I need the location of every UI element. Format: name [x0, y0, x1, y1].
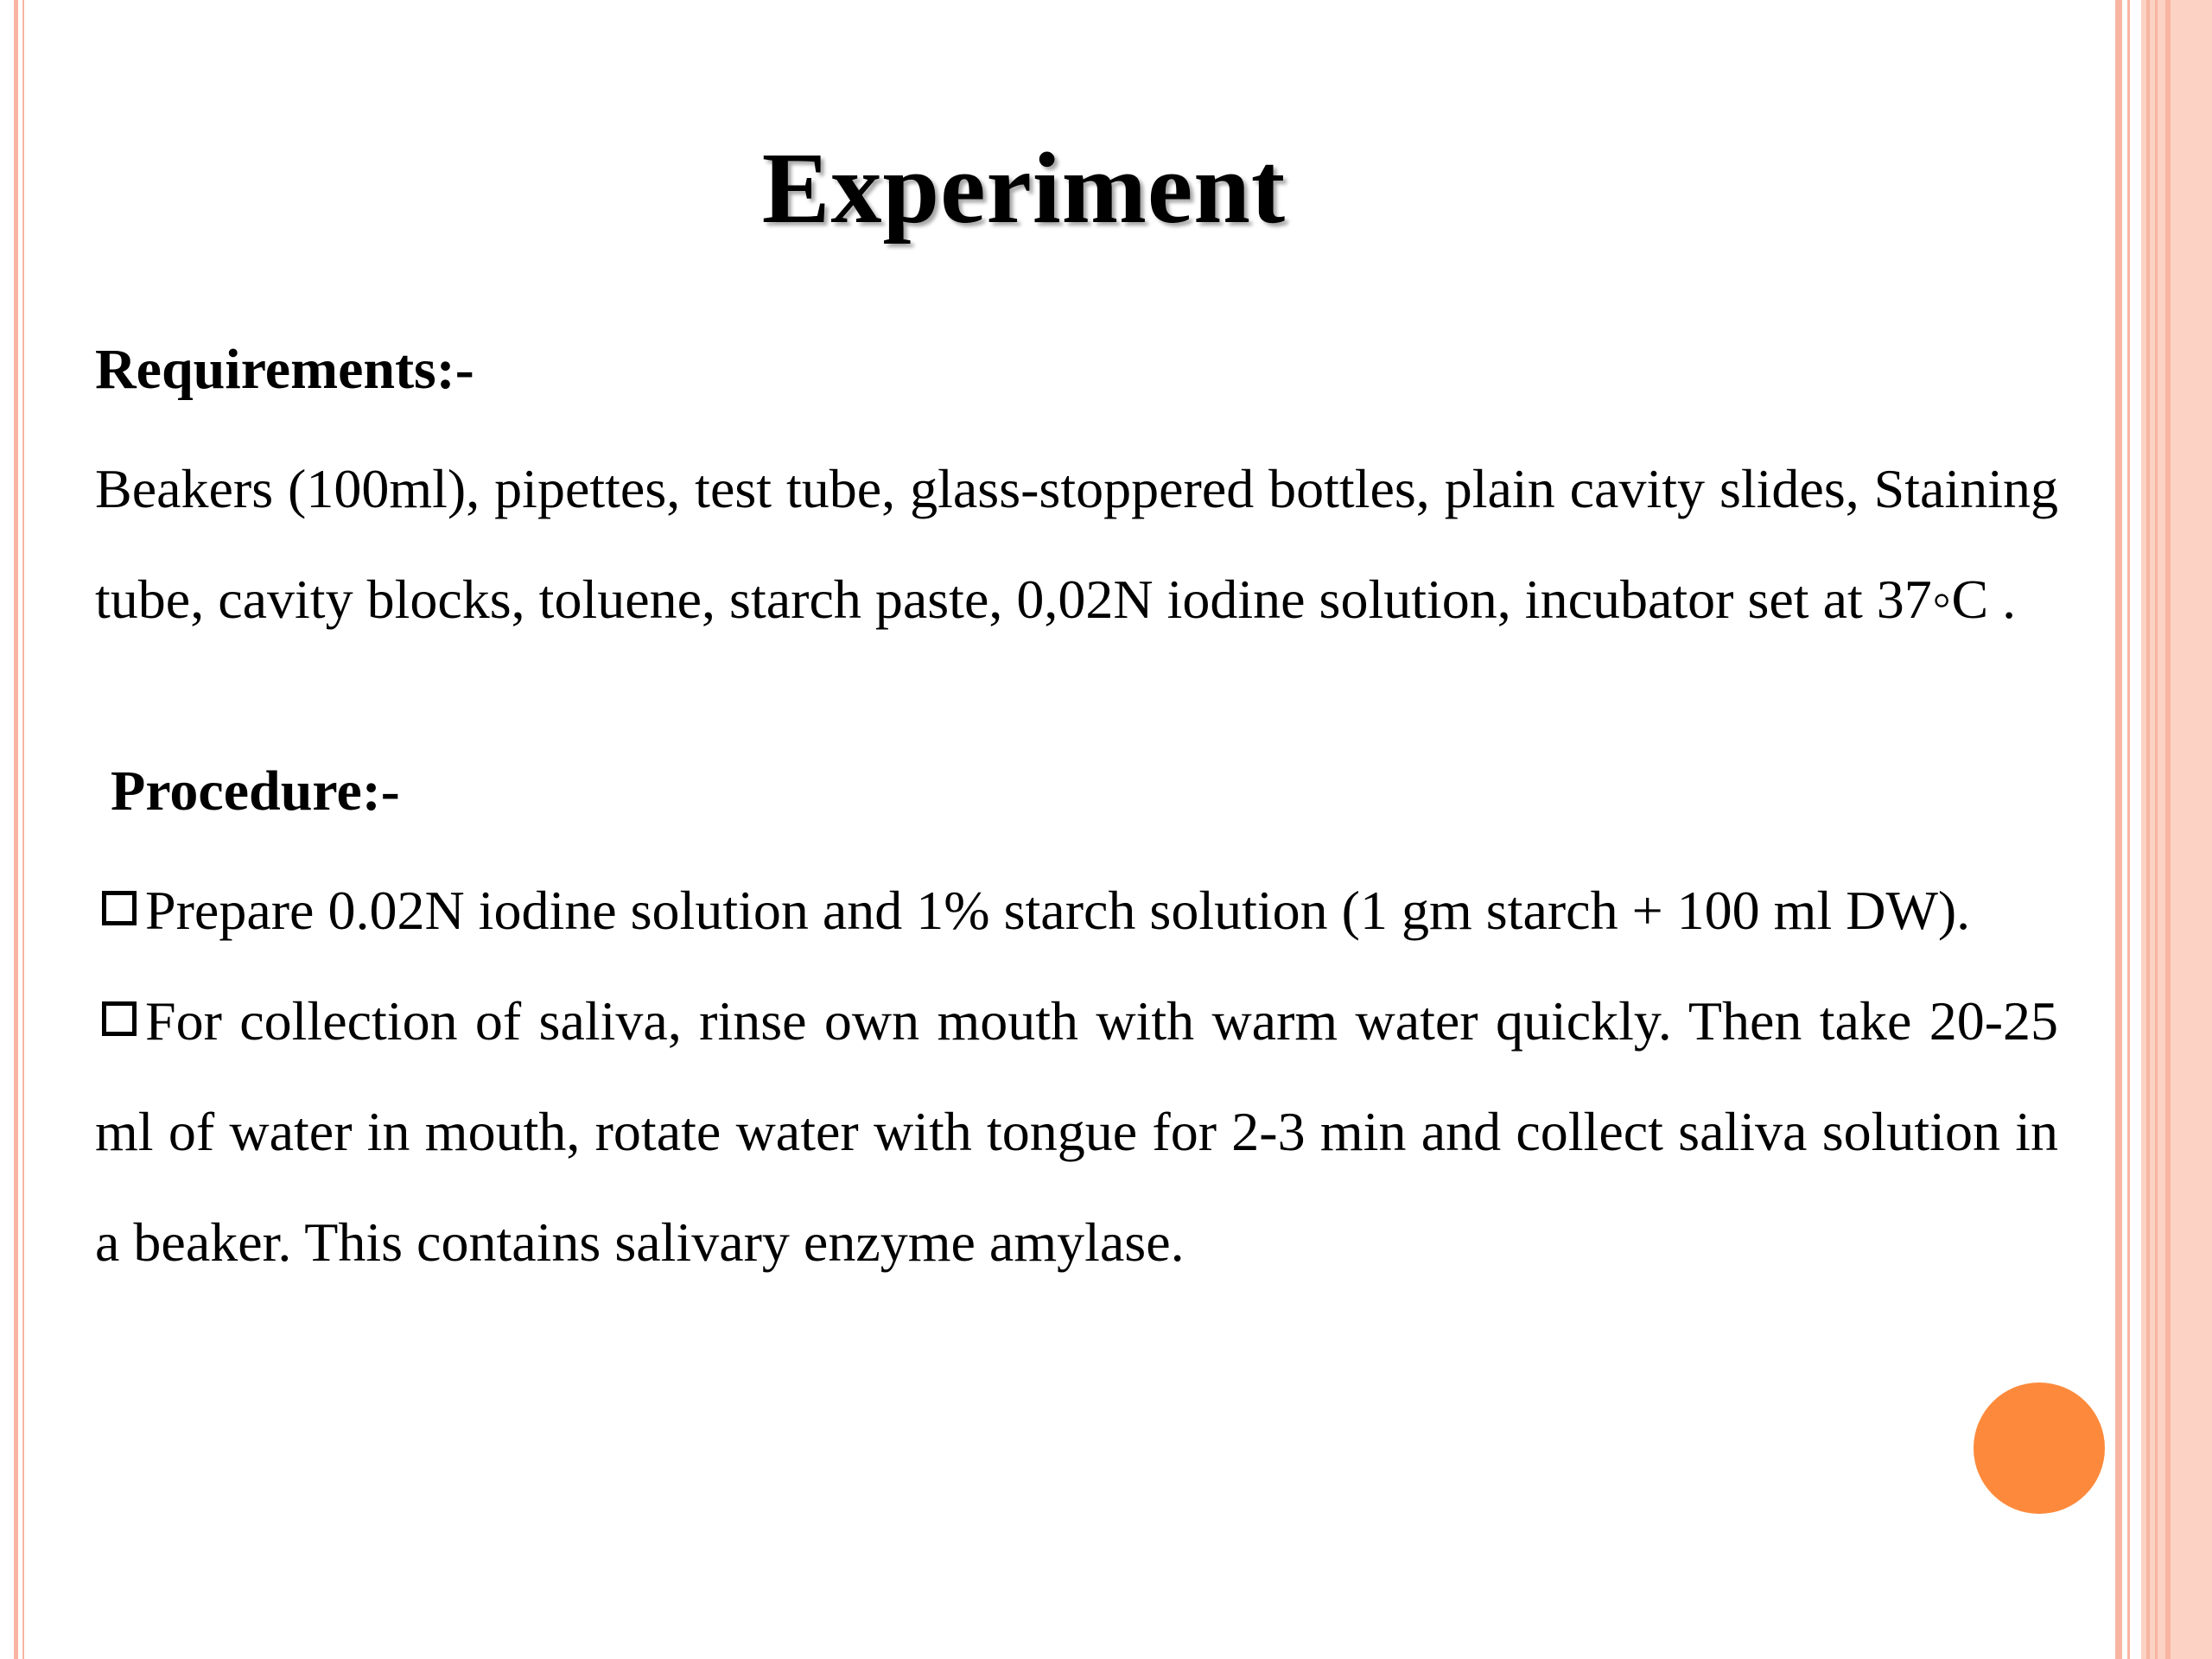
procedure-step-text: Prepare 0.02N iodine solution and 1% starch solution (1 gm starch + 100 ml DW).	[145, 880, 1971, 941]
border-stripe	[2115, 0, 2122, 1659]
slide-body	[95, 330, 2058, 1298]
border-block	[2141, 0, 2212, 1659]
border-stripe	[2146, 0, 2150, 1659]
requirements-text: Beakers (100ml), pipettes, test tube, glass-stoppered bottles, plain cavity slides, Staining tube, cavity blocks, toluene, starch paste, 0,02N iodine solution, incubator set at 37◦C .	[95, 458, 2058, 630]
procedure-heading: Procedure:-	[111, 760, 400, 823]
hollow-square-bullet-icon	[95, 893, 145, 929]
border-stripe	[22, 0, 24, 1659]
border-stripe	[2127, 0, 2130, 1659]
requirements-heading: Requirements:-	[95, 338, 474, 401]
border-stripe	[2165, 0, 2171, 1659]
border-stripe	[14, 0, 18, 1659]
slide-title: Experiment	[761, 131, 1287, 245]
border-stripe	[2155, 0, 2158, 1659]
hollow-square-bullet-icon	[95, 1003, 145, 1039]
procedure-step-2	[95, 966, 2058, 1298]
accent-dot	[1974, 1382, 2105, 1514]
procedure-step-1	[95, 855, 2058, 966]
procedure-step-text: For collection of saliva, rinse own mouth with warm water quickly. Then take 20-25 ml of water in mouth, rotate water with tongue for 2-3 min and collect saliva solution in a beaker. This contains salivary enzyme amylase.	[95, 990, 2058, 1273]
